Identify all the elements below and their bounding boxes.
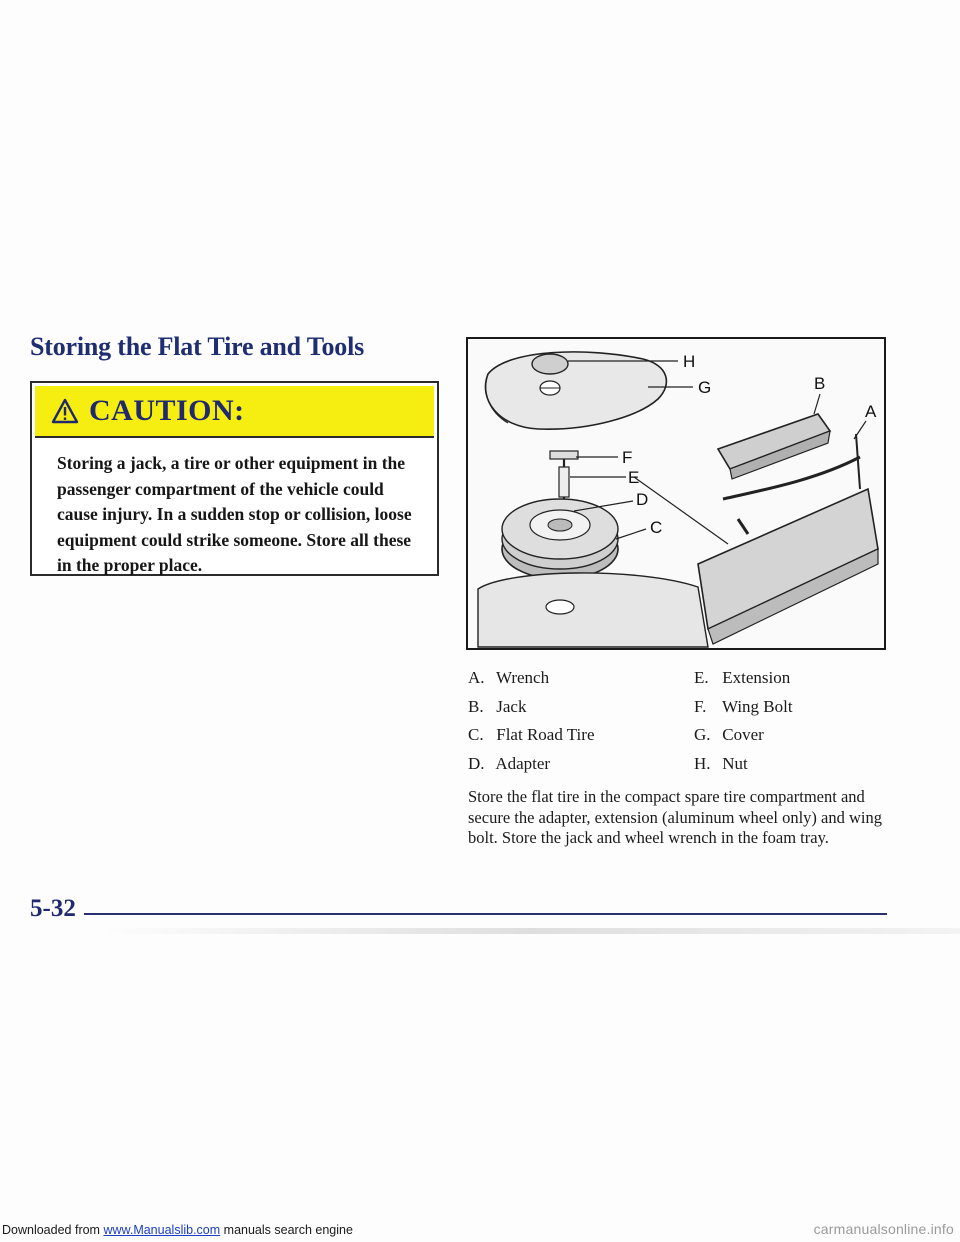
section-title: Storing the Flat Tire and Tools <box>30 332 365 361</box>
callout-e: E <box>628 468 640 487</box>
site-watermark: carmanualsonline.info <box>813 1221 954 1237</box>
callout-h: H <box>683 352 696 371</box>
callout-c: C <box>650 518 663 537</box>
scan-smudge <box>100 928 960 934</box>
legend-label: Wing Bolt <box>721 696 793 716</box>
caution-text: Storing a jack, a tire or other equipment in the passenger compartment of the vehicle could cause injury. In a sudden stop or collision, loose equipment could strike someone. Store all these in the proper place. <box>57 453 412 575</box>
legend-letter: C. <box>468 725 484 744</box>
download-suffix: manuals search engine <box>223 1223 353 1237</box>
legend-label: Nut <box>722 753 748 773</box>
callout-a: A <box>865 402 877 421</box>
legend-letter: E. <box>694 668 709 687</box>
legend-column-right <box>694 664 793 778</box>
legend-item <box>694 693 793 722</box>
download-prefix: Downloaded from <box>2 1223 100 1237</box>
legend-item <box>468 693 595 722</box>
legend-label: Adapter <box>495 753 551 773</box>
legend-label: Extension <box>722 668 791 687</box>
caution-box <box>30 381 439 576</box>
legend-label: Wrench <box>495 668 550 687</box>
legend-label: Cover <box>722 725 764 744</box>
legend-column-left <box>468 664 595 778</box>
download-notice <box>2 1223 353 1237</box>
legend-letter: B. <box>468 696 484 716</box>
legend-letter: A. <box>468 668 485 687</box>
legend-letter: H. <box>694 753 711 773</box>
spare-tire-tools-illustration <box>466 337 886 650</box>
manualslib-link[interactable]: www.Manualslib.com <box>103 1223 221 1237</box>
legend-item <box>694 664 793 693</box>
page-number: 5-32 <box>30 895 76 922</box>
legend-item <box>694 750 793 779</box>
illustration-drawing <box>468 339 884 648</box>
callout-d: D <box>636 490 649 509</box>
legend-letter: D. <box>468 753 485 773</box>
legend-label: Flat Road Tire <box>496 725 595 744</box>
legend-item <box>468 721 595 750</box>
storage-instructions: Store the flat tire in the compact spare tire compartment and secure the adapter, extension (aluminum wheel only) and wing bolt. Store the jack and wheel wrench in the foam tray. <box>468 787 882 847</box>
legend-item <box>694 721 793 750</box>
callout-b: B <box>814 374 826 393</box>
callout-g: G <box>698 378 712 397</box>
legend-item <box>468 664 595 693</box>
legend-letter: F. <box>694 696 707 716</box>
footer-rule <box>84 913 887 915</box>
legend-letter: G. <box>694 725 711 744</box>
legend-label: Jack <box>496 696 527 716</box>
callout-f: F <box>622 448 633 467</box>
caution-label: CAUTION: <box>89 394 245 427</box>
warning-triangle-icon <box>51 398 79 424</box>
legend-item <box>468 750 595 779</box>
caution-header <box>35 386 434 438</box>
